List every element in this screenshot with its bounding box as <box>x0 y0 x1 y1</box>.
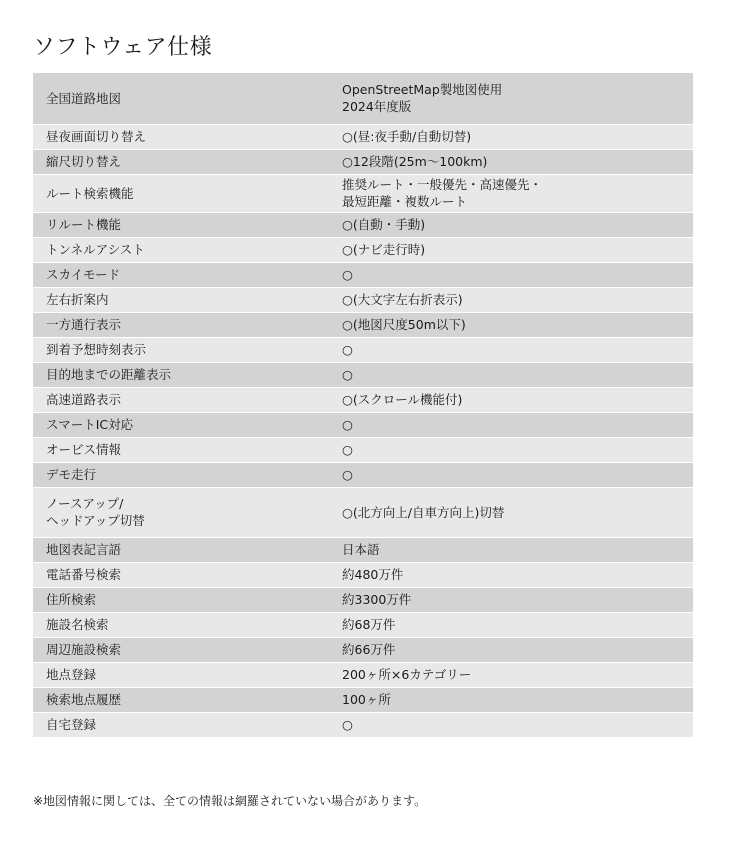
spec-value: ○ <box>342 337 693 362</box>
spec-table <box>33 73 693 738</box>
spec-row <box>33 462 693 487</box>
spec-label: オービス情報 <box>33 437 342 462</box>
spec-value: ○ <box>342 462 693 487</box>
spec-label: 住所検索 <box>33 587 342 612</box>
spec-value: ○(地図尺度50m以下) <box>342 312 693 337</box>
spec-label: トンネルアシスト <box>33 237 342 262</box>
spec-row <box>33 537 693 562</box>
spec-label: 一方通行表示 <box>33 312 342 337</box>
spec-value: 100ヶ所 <box>342 687 693 712</box>
spec-value: ○(北方向上/自車方向上)切替 <box>342 487 693 537</box>
spec-value: 約480万件 <box>342 562 693 587</box>
spec-value: 約68万件 <box>342 612 693 637</box>
spec-value: ○ <box>342 362 693 387</box>
spec-row <box>33 662 693 687</box>
spec-row <box>33 437 693 462</box>
spec-value: ○ <box>342 712 693 737</box>
spec-label: 検索地点履歴 <box>33 687 342 712</box>
spec-table-body <box>33 73 693 737</box>
spec-label: ノースアップ/ ヘッドアップ切替 <box>33 487 342 537</box>
spec-row <box>33 612 693 637</box>
spec-label: ルート検索機能 <box>33 174 342 212</box>
spec-row <box>33 73 693 124</box>
spec-row <box>33 387 693 412</box>
spec-row <box>33 287 693 312</box>
spec-row <box>33 149 693 174</box>
spec-label: スマートIC対応 <box>33 412 342 437</box>
spec-value: OpenStreetMap製地図使用 2024年度版 <box>342 73 693 124</box>
spec-row <box>33 312 693 337</box>
spec-label: 全国道路地図 <box>33 73 342 124</box>
spec-row <box>33 212 693 237</box>
spec-label: 到着予想時刻表示 <box>33 337 342 362</box>
spec-label: 高速道路表示 <box>33 387 342 412</box>
spec-label: 縮尺切り替え <box>33 149 342 174</box>
spec-label: 目的地までの距離表示 <box>33 362 342 387</box>
spec-value: ○(自動・手動) <box>342 212 693 237</box>
spec-label: デモ走行 <box>33 462 342 487</box>
spec-row <box>33 362 693 387</box>
spec-row <box>33 712 693 737</box>
spec-value: 約66万件 <box>342 637 693 662</box>
spec-row <box>33 562 693 587</box>
spec-value: 推奨ルート・一般優先・高速優先・ 最短距離・複数ルート <box>342 174 693 212</box>
spec-value: ○ <box>342 437 693 462</box>
spec-label: 自宅登録 <box>33 712 342 737</box>
spec-label: 周辺施設検索 <box>33 637 342 662</box>
spec-label: 施設名検索 <box>33 612 342 637</box>
spec-label: 電話番号検索 <box>33 562 342 587</box>
spec-label: 地図表記言語 <box>33 537 342 562</box>
spec-row <box>33 262 693 287</box>
spec-value: 約3300万件 <box>342 587 693 612</box>
spec-row <box>33 637 693 662</box>
spec-row <box>33 587 693 612</box>
spec-row <box>33 337 693 362</box>
spec-value: ○ <box>342 262 693 287</box>
spec-value: ○(ナビ走行時) <box>342 237 693 262</box>
spec-value: ○12段階(25m〜100km) <box>342 149 693 174</box>
spec-value: 日本語 <box>342 537 693 562</box>
spec-value: ○(スクロール機能付) <box>342 387 693 412</box>
spec-row <box>33 174 693 212</box>
spec-row <box>33 124 693 149</box>
spec-label: 地点登録 <box>33 662 342 687</box>
spec-row <box>33 237 693 262</box>
spec-row <box>33 487 693 537</box>
spec-row <box>33 412 693 437</box>
spec-value: 200ヶ所×6カテゴリー <box>342 662 693 687</box>
spec-label: リルート機能 <box>33 212 342 237</box>
spec-label: 左右折案内 <box>33 287 342 312</box>
page-title: ソフトウェア仕様 <box>33 35 213 60</box>
spec-label: 昼夜画面切り替え <box>33 124 342 149</box>
spec-value: ○(昼:夜手動/自動切替) <box>342 124 693 149</box>
spec-label: スカイモード <box>33 262 342 287</box>
spec-row <box>33 687 693 712</box>
footnote: ※地図情報に関しては、全ての情報は網羅されていない場合があります。 <box>33 794 427 808</box>
spec-value: ○ <box>342 412 693 437</box>
spec-value: ○(大文字左右折表示) <box>342 287 693 312</box>
